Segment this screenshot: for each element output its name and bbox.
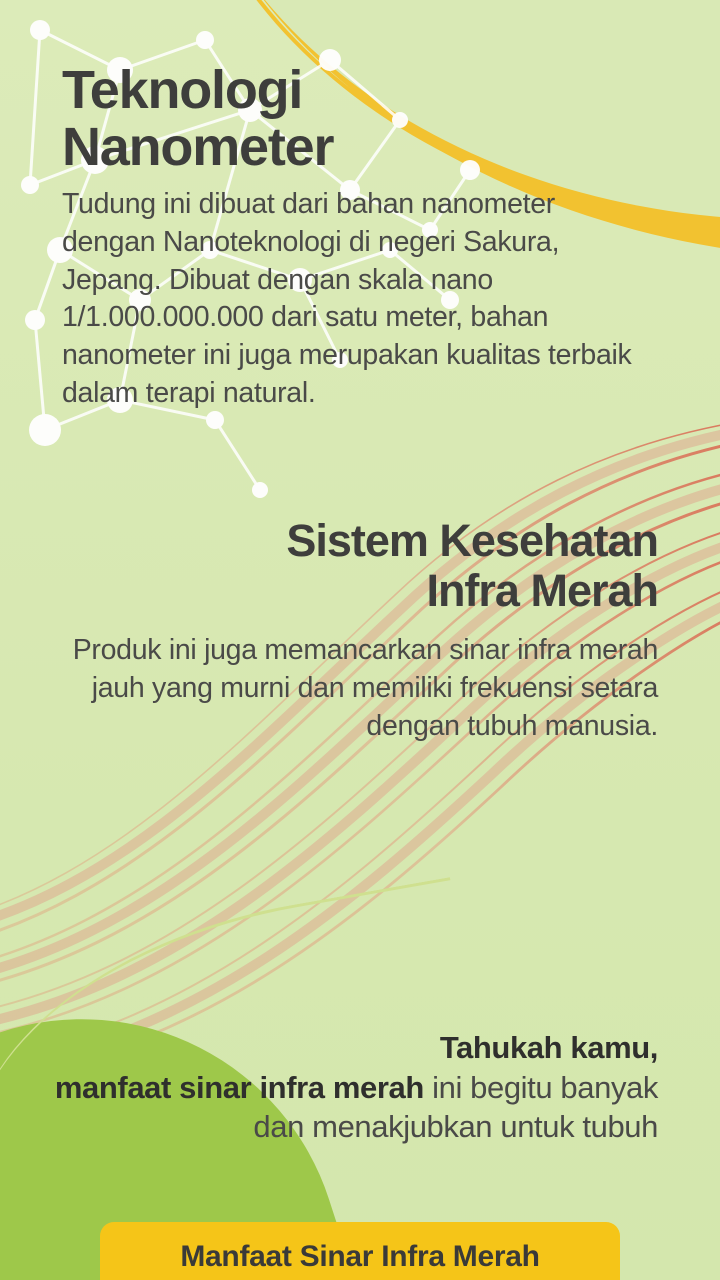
question-text	[38, 1028, 658, 1147]
nano-heading-line2: Nanometer	[62, 117, 334, 178]
infra-body-text: Produk ini juga memancarkan sinar infra merah jauh yang murni dan memiliki frekuensi setara dengan tubuh manusia.	[72, 633, 658, 743]
question-highlight: manfaat sinar infra merah	[54, 1069, 424, 1105]
infra-heading-line1: Sistem Kesehatan	[286, 515, 658, 566]
nano-heading	[62, 62, 662, 176]
cta-banner[interactable]	[100, 1222, 620, 1280]
question-rest: ini begitu banyak dan menakjubkan untuk tubuh	[253, 1069, 658, 1145]
nano-heading-line1: Teknologi	[62, 60, 303, 120]
cta-label: Manfaat Sinar Infra Merah	[180, 1240, 540, 1273]
section-question	[38, 1028, 658, 1147]
infra-heading	[38, 516, 658, 617]
infra-heading-line2: Infra Merah	[426, 565, 658, 617]
section-nanotechnology	[62, 62, 662, 412]
nano-body-text: Tudung ini dibuat dari bahan nanometer dengan Nanoteknologi di negeri Sakura, Jepang. Dibuat dengan skala nano 1/1.000.000.000 dari satu meter, bahan nanometer ini juga merupakan kualitas terbaik dalam terapi natural.	[62, 188, 632, 409]
section-infrared	[38, 516, 658, 745]
question-lead: Tahukah kamu,	[439, 1030, 658, 1065]
